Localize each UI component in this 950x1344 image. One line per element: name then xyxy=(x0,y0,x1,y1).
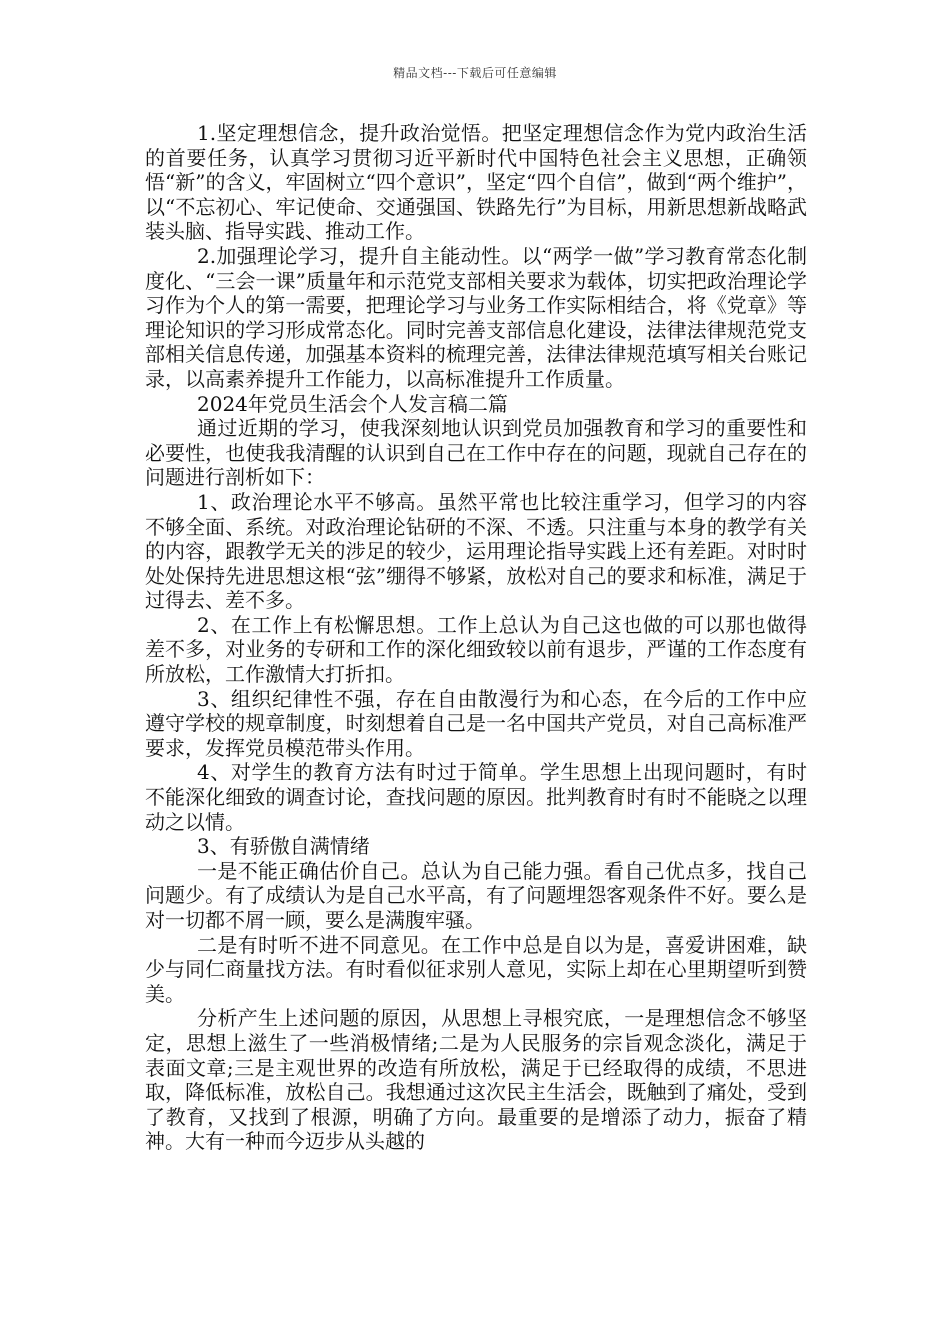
paragraph: 一是不能正确估价自己。总认为自己能力强。看自己优点多，找自己问题少。有了成绩认为是自己水平高，有了问题埋怨客观条件不好。要么是对一切都不屑一顾，要么是满腹牢骚。 xyxy=(145,858,807,932)
paragraph: 通过近期的学习，使我深刻地认识到党员加强教育和学习的重要性和必要性，也使我我清醒的认识到自己在工作中存在的问题，现就自己存在的问题进行剖析如下： xyxy=(145,416,807,490)
paragraph: 2、在工作上有松懈思想。工作上总认为自己这也做的可以那也做得差不多，对业务的专研和工作的深化细致较以前有退步，严谨的工作态度有所放松，工作激情大打折扣。 xyxy=(145,612,807,687)
paragraph: 1、政治理论水平不够高。虽然平常也比较注重学习，但学习的内容不够全面、系统。对政治理论钻研的不深、不透。只注重与本身的教学有关的内容，跟教学无关的涉足的较少，运用理论指导实践上还有差距。对时时处处保持先进思想这根“弦”绷得不够紧，放松对自己的要求和标准，满足于过得去、差不多。 xyxy=(145,489,807,613)
paragraph: 3、组织纪律性不强，存在自由散漫行为和心态，在今后的工作中应遵守学校的规章制度，时刻想着自己是一名中国共产党员，对自己高标准严要求，发挥党员模范带头作用。 xyxy=(145,686,807,760)
section-title: 2024年党员生活会个人发言稿二篇 xyxy=(197,391,508,416)
paragraph: 1.坚定理想信念，提升政治觉悟。把坚定理想信念作为党内政治生活的首要任务，认真学习贯彻习近平新时代中国特色社会主义思想，正确领悟“新”的含义，牢固树立“四个意识”，坚定“四个自信”，做到“两个维护”，以“不忘初心、牢记使命、交通强国、铁路先行”为目标，用新思想新战略武装头脑、指导实践、推动工作。 xyxy=(145,121,807,244)
page-header: 精品文档---下载后可任意编辑 xyxy=(393,66,557,80)
paragraph: 2.加强理论学习，提升自主能动性。以“两学一做”学习教育常态化制度化、“三会一课”质量年和示范党支部相关要求为载体，切实把政治理论学习作为个人的第一需要，把理论学习与业务工作实际相结合，将《党章》等理论知识的学习形成常态化。同时完善支部信息化建设，法律法律规范党支部相关信息传递，加强基本资料的梳理完善，法律法律规范填写相关台账记录，以高素养提升工作能力，以高标准提升工作质量。 xyxy=(145,243,807,391)
paragraph: 分析产生上述问题的原因，从思想上寻根究底，一是理想信念不够坚定，思想上滋生了一些消极情绪;二是为人民服务的宗旨观念淡化，满足于表面文章;三是主观世界的改造有所放松，满足于已经取得的成绩，不思进取，降低标准，放松自己。我想通过这次民主生活会，既触到了痛处，受到了教育，又找到了根源，明确了方向。最重要的是增添了动力，振奋了精神。大有一种而今迈步从头越的 xyxy=(145,1006,807,1154)
paragraph: 二是有时听不进不同意见。在工作中总是自以为是，喜爱讲困难，缺少与同仁商量找方法。有时看似征求别人意见，实际上却在心里期望听到赞美。 xyxy=(145,932,807,1006)
subheading: 3、有骄傲自满情绪 xyxy=(197,834,370,859)
document-body xyxy=(145,121,807,1154)
paragraph: 4、对学生的教育方法有时过于简单。学生思想上出现问题时，有时不能深化细致的调查讨论，查找问题的原因。批判教育时有时不能晓之以理动之以情。 xyxy=(145,760,807,834)
